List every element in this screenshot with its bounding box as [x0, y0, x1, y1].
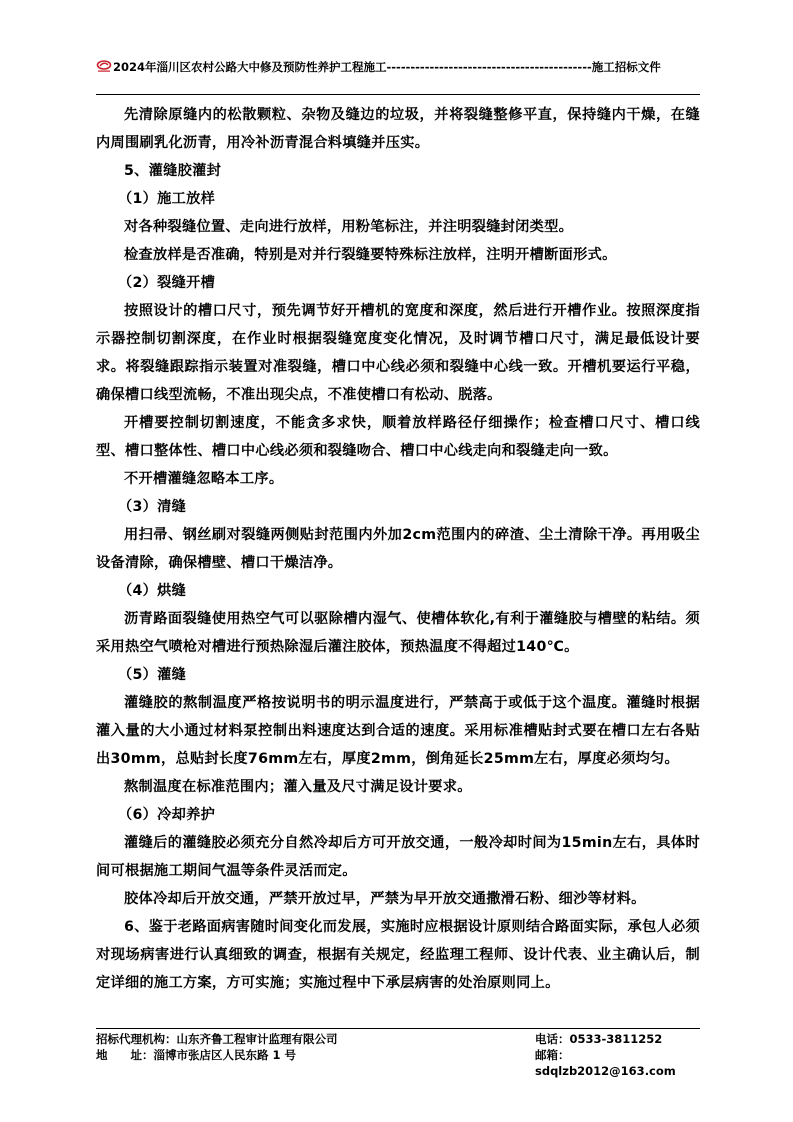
- paragraph: 对各种裂缝位置、走向进行放样，用粉笔标注，并注明裂缝封闭类型。: [124, 219, 574, 235]
- paragraph: 沥青路面裂缝使用热空气可以驱除槽内湿气、使槽体软化,有利于灌缝胶与槽壁的粘结。须采用热空气喷枪对槽进行预热除湿后灌注胶体，预热温度不得超过140℃。: [96, 611, 700, 655]
- footer-divider: [96, 1028, 700, 1029]
- document-body: [96, 101, 700, 997]
- paragraph: 先清除原缝内的松散颗粒、杂物及缝边的垃圾，并将裂缝整修平直，保持缝内干燥，在缝内周围刷乳化沥青，用冷补沥青混合料填缝并压实。: [96, 107, 700, 151]
- paragraph: 灌缝后的灌缝胶必须充分自然冷却后方可开放交通，一般冷却时间为15min左右，具体时间可根据施工期间气温等条件灵活而定。: [96, 835, 700, 879]
- section-paragraph: 6、鉴于老路面病害随时间变化而发展，实施时应根据设计原则结合路面实际，承包人必须对现场病害进行认真细致的调查，根据有关规定，经监理工程师、设计代表、业主确认后，制定详细的施工方案，方可实施；实施过程中下承层病害的处治原则同上。: [96, 919, 700, 991]
- page-footer: [96, 1031, 700, 1078]
- footer-email: 邮箱：sdqlzb2012@163.com: [535, 1048, 676, 1078]
- subsection-heading: （6）冷却养护: [118, 807, 216, 823]
- company-logo-icon: [96, 60, 112, 73]
- subsection-heading: （3）清缝: [118, 499, 187, 515]
- header-divider: [96, 94, 700, 95]
- paragraph: 胶体冷却后开放交通，严禁开放过早，严禁为早开放交通撒滑石粉、细沙等材料。: [124, 891, 646, 907]
- paragraph: 熬制温度在标准范围内；灌入量及尺寸满足设计要求。: [124, 779, 472, 795]
- subsection-heading: （1）施工放样: [118, 191, 216, 207]
- footer-address: 地 址：淄博市张店区人民东路 1 号: [96, 1048, 297, 1062]
- paragraph: 开槽要控制切割速度，不能贪多求快，顺着放样路径仔细操作；检查槽口尺寸、槽口线型、槽口整体性、槽口中心线必须和裂缝吻合、槽口中心线走向和裂缝走向一致。: [96, 415, 700, 459]
- paragraph: 灌缝胶的熬制温度严格按说明书的明示温度进行，严禁高于或低于这个温度。灌缝时根据灌入量的大小通过材料泵控制出料速度达到合适的速度。采用标准槽贴封式要在槽口左右各贴出30mm，总贴封长度76mm左右，厚度2mm，倒角延长25mm左右，厚度必须均匀。: [96, 695, 700, 767]
- paragraph: 用扫帚、钢丝刷对裂缝两侧贴封范围内外加2cm范围内的碎渣、尘土清除干净。再用吸尘设备清除，确保槽壁、槽口干燥洁净。: [96, 527, 700, 571]
- section-heading: 5、灌缝胶灌封: [124, 163, 222, 179]
- paragraph: 检查放样是否准确，特别是对并行裂缝要特殊标注放样，注明开槽断面形式。: [124, 247, 617, 263]
- subsection-heading: （2）裂缝开槽: [118, 275, 216, 291]
- header-title: 2024年淄川区农村公路大中修及预防性养护工程施工-------------------------------------------施工招标文件: [113, 60, 661, 74]
- page-header: [96, 60, 700, 75]
- subsection-heading: （5）灌缝: [118, 667, 187, 683]
- footer-phone: 电话：0533-3811252: [535, 1032, 663, 1046]
- subsection-heading: （4）烘缝: [118, 583, 187, 599]
- footer-agency: 招标代理机构：山东齐鲁工程审计监理有限公司: [96, 1032, 338, 1046]
- paragraph: 按照设计的槽口尺寸，预先调节好开槽机的宽度和深度，然后进行开槽作业。按照深度指示器控制切割深度，在作业时根据裂缝宽度变化情况，及时调节槽口尺寸，满足最低设计要求。将裂缝跟踪指示装置对准裂缝，槽口中心线必须和裂缝中心线一致。开槽机要运行平稳，确保槽口线型流畅，不准出现尖点，不准使槽口有松动、脱落。: [96, 303, 700, 403]
- paragraph: 不开槽灌缝忽略本工序。: [124, 471, 284, 487]
